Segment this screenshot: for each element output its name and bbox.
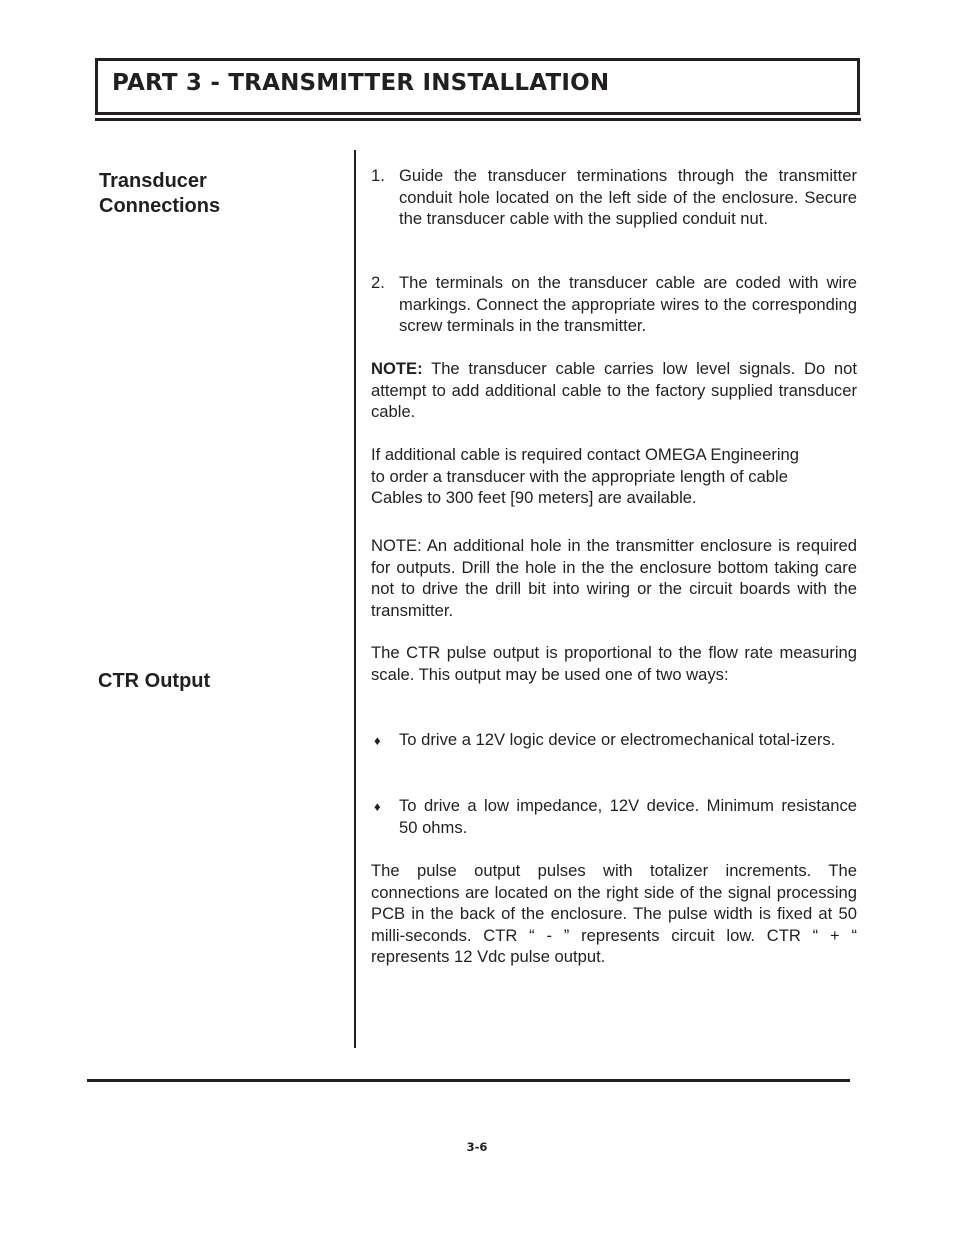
header-rule [95, 118, 861, 121]
step-item [371, 165, 857, 230]
section-heading-ctr-output: CTR Output [98, 670, 211, 692]
paragraph-line: to order a transducer with the appropriate length of cable [371, 466, 788, 486]
bullet-text: To drive a 12V logic device or electromechanical total-izers. [399, 730, 836, 749]
note-paragraph [371, 358, 857, 423]
step-number: 1. [371, 166, 385, 185]
bullet-item: ♦ To drive a 12V logic device or electromechanical total-izers. [371, 729, 857, 751]
column-divider [354, 150, 356, 1048]
section-heading-line: Connections [99, 195, 221, 217]
page-title: PART 3 - TRANSMITTER INSTALLATION [112, 70, 610, 96]
bullet-text: To drive a low impedance, 12V device. Minimum resistance 50 ohms. [399, 796, 857, 837]
step-number: 2. [371, 273, 385, 292]
footer-rule [87, 1079, 850, 1082]
ctr-intro-paragraph: The CTR pulse output is proportional to the flow rate measuring scale. This output may be used one of two ways: [371, 643, 857, 684]
page-number: 3-6 [466, 1140, 488, 1154]
section-heading-transducer-connections [99, 169, 220, 219]
bullet-item: ♦ To drive a low impedance, 12V device. Minimum resistance 50 ohms. [374, 796, 857, 837]
additional-cable-paragraph [371, 444, 857, 509]
step-item [371, 272, 857, 337]
section-heading-line: Transducer [99, 170, 207, 192]
note-paragraph-outputs: NOTE: An additional hole in the transmitter enclosure is required for outputs. Drill the hole in the the enclosure bottom taking care not to drive the drill bit into wiring or the circuit boards with the transmitter. [371, 536, 857, 620]
step-text: Guide the transducer terminations through the transmitter conduit hole located on the left side of the enclosure. Secure the transducer cable with the supplied conduit nut. [399, 166, 857, 228]
note-text: The transducer cable carries low level signals. Do not attempt to add additional cable to the factory supplied transducer cable. [371, 359, 857, 421]
step-text: The terminals on the transducer cable are coded with wire markings. Connect the appropriate wires to the corresponding screw terminals in the transmitter. [399, 273, 857, 335]
paragraph-line: Cables to 300 feet [90 meters] are available. [371, 488, 697, 507]
note-label: NOTE: [371, 359, 423, 378]
pulse-description-paragraph: The pulse output pulses with totalizer increments. The connections are located on the right side of the signal processing PCB in the back of the enclosure. The pulse width is fixed at 50 milli-seconds. CTR “ - ” represents circuit low. CTR “ + “ represents 12 Vdc pulse output. [371, 861, 857, 966]
paragraph-line: If additional cable is required contact OMEGA Engineering [371, 445, 799, 464]
